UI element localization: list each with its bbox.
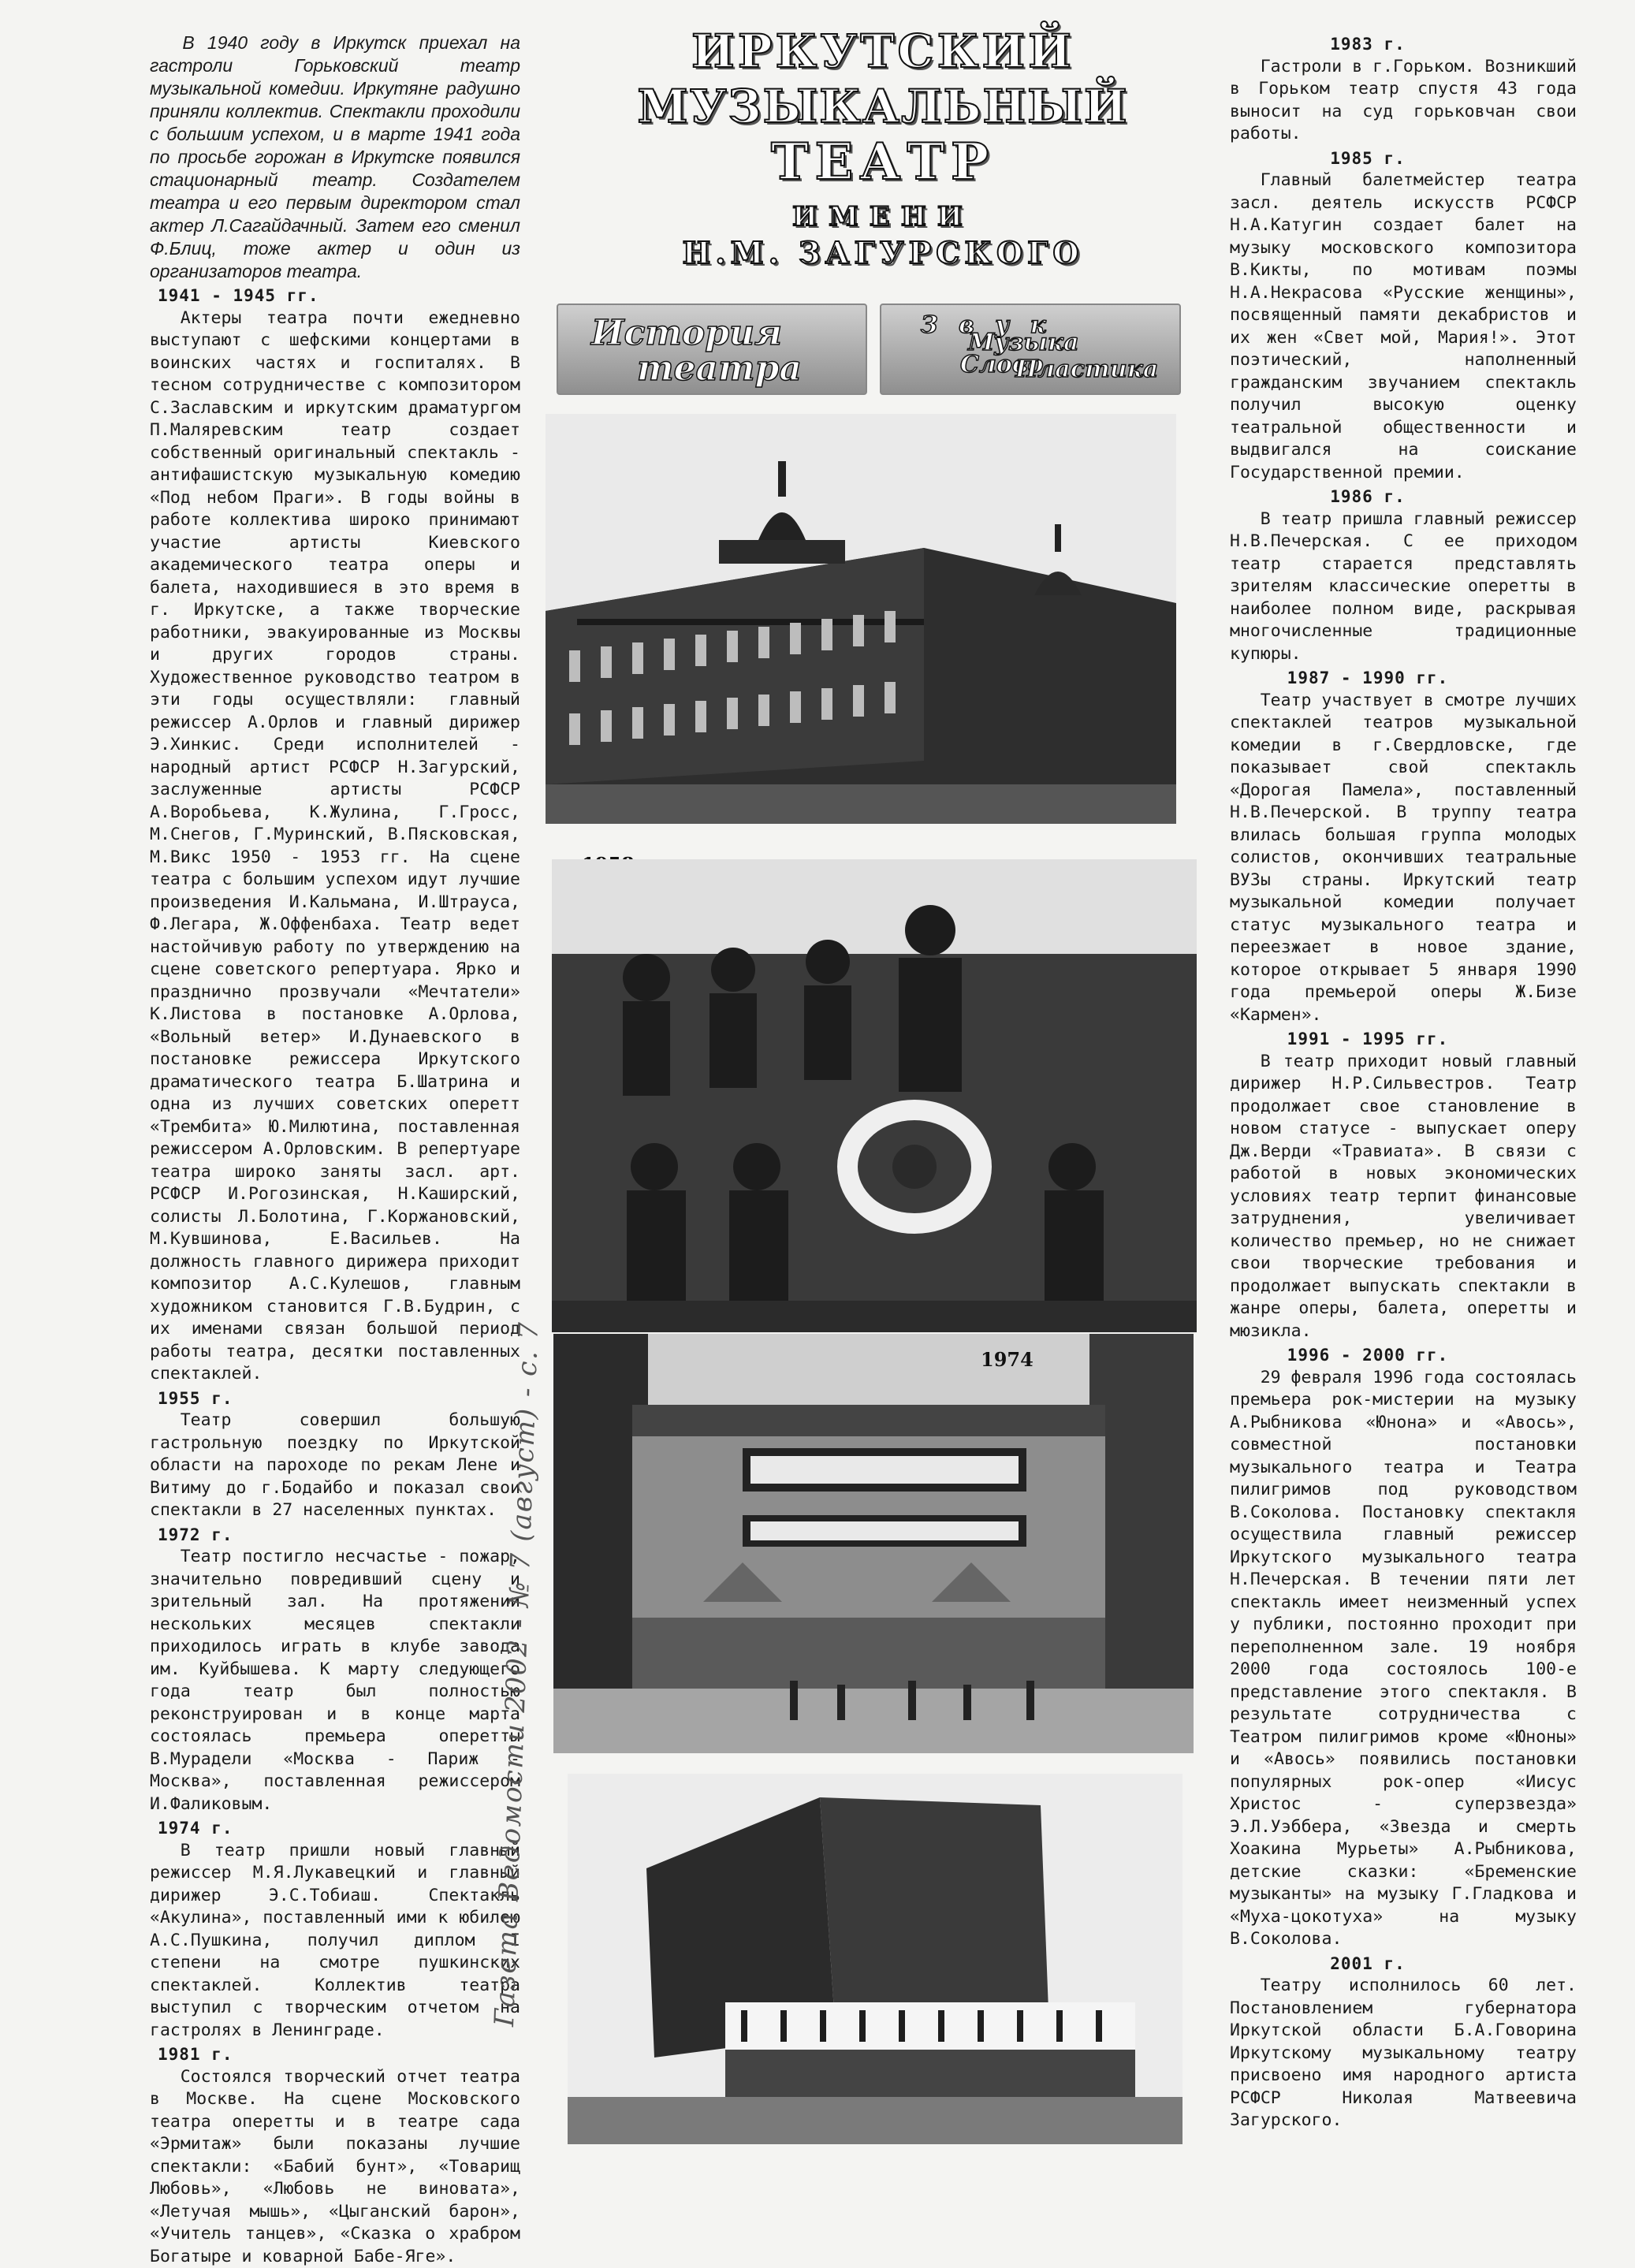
section-heading: 1986 г. (1230, 486, 1506, 508)
section-paragraph: Актеры театра почти ежедневно выступают с шефскими концертами в воинских частях и госпиталях. В тесном сотрудничестве с композитором С.Заславским и иркутским драматургом П.Маляревским театр создает собственный оригинальный спектакль - антифашистскую музыкальную комедию «Под небом Праги». В годы войны в работе коллектива широко принимают участие артисты Киевского академического театра оперы и балета, находившиеся в это время в г. Иркутске, а также творческие работники, эвакуированные из Москвы и других городов страны. Художественное руководство театром в эти годы осуществляли: главный режиссер А.Орлов и главный дирижер Э.Хинкис. Среди исполнителей - народный артист РСФСР Н.Загурский, заслуженные артисты РСФСР А.Воробьева, К.Жулина, Г.Гросс, М.Снегов, Г.Муринский, В.Пясковская, М.Викс 1950 - 1953 гг. На сцене театра с большим успехом идут лучшие произведения И.Кальмана, И.Штрауса, Ф.Легара, Ж.Оффенбаха. Театр ведет настойчивую работу по утверждению на сцене советского репертуара. Ярко и празднично прозвучали «Мечтатели» К.Листова в постановке А.Орлова, «Вольный ветер» И.Дунаевского в постановке режиссера Иркутского драматического театра Б.Шатрина и одна из лучших советских оперетт «Трембита» Ю.Милютина, поставленная режиссером А.Орловским. В репертуаре театра широко заняты засл. арт. РСФСР И.Рогозинская, Н.Каширский, солисты Л.Болотина, Г.Коржановский, М.Кувшинова, Е.Васильев. На должность главного дирижера приходит композитор А.С.Кулешов, главным художником становится Г.В.Будрин, с их именами связан большой период работы театра, десятки поставленных спектаклей. (150, 307, 520, 1386)
photo-theatre-1974 (553, 1334, 1194, 1753)
banner-text: З в у к (921, 311, 1052, 339)
section-paragraph: Театр участвует в смотре лучших спектаклей театров музыкальной комедии в г.Свердловске, где показывает свой спектакль «Дорогая Памела», поставленный Н.В.Печерской. В труппу театра влилась большая группа молодых солистов, окончивших театральные ВУЗы страны. Иркутский театр музыкальной комедии получает статус музыкального театра и переезжает в новое здание, которое открывает 5 января 1990 года премьерой оперы Ж.Бизе «Кармен». (1230, 690, 1577, 1027)
history-banner (557, 304, 867, 395)
photo-year-label: 1974 (981, 1348, 1034, 1371)
sound-banner (880, 304, 1181, 395)
photo-group-1958 (552, 859, 1197, 1332)
banner-text: Музыка (968, 329, 1079, 356)
section-heading: 1955 г. (150, 1387, 520, 1410)
section-heading: 1972 г. (150, 1524, 520, 1547)
intro-paragraph: В 1940 году в Иркутск приехал на гастроли Горьковский театр музыкальной комедии. Иркутяне радушно приняли коллектив. Спектакли проходили с большим успехом, и в марте 1941 года по просьбе горожан в Иркутске появился стационарный театр. Создателем театра и его первым директором стал актер Л.Сагайдачный. Затем его сменил Ф.Блиц, тоже актер и один из организаторов театра. (150, 32, 520, 283)
section-paragraph: Театр постигло несчастье - пожар, значительно повредивший сцену и зрительный зал. На протяжении нескольких месяцев спектакли приходилось играть в клубе завода им. Куйбышева. К марту следующего года театр был полностью реконструирован и в конце марта состоялась премьера оперетты В.Мурадели «Москва - Париж - Москва», поставленная режиссером И.Фаликовым. (150, 1546, 520, 1816)
title-line: ИМЕНИ (552, 199, 1214, 235)
title-line: Н.М. ЗАГУРСКОГО (552, 235, 1214, 271)
section-paragraph: 29 февраля 1996 года состоялась премьера рок-мистерии на музыку А.Рыбникова «Юнона» и «Авось», совместной постановки музыкального театра и Театра пилигримов под руководством В.Соколова. Постановку спектакля осуществила главный режиссер Иркутского музыкального театра Н.Печерская. В течении пяти лет спектакль имеет неизменный успех у публики, постоянно проходит при переполненном зале. 19 ноября 2000 года состоялось 100-е представление этого спектакля. В результате сотрудничества с Театром пилигримов кроме «Юноны» и «Авось» появились постановки популярных рок-опер «Иисус Христос - суперзвезда» Э.Л.Уэббера, «Звезда и смерть Хоакина Мурьеты» А.Рыбникова, детские сказки: «Бременские музыканты» на музыку Г.Гладкова и «Муха-цокотуха» на музыку В.Соколова. (1230, 1367, 1577, 1951)
section-heading: 1941 - 1945 гг. (150, 285, 520, 307)
section-paragraph: В театр пришла главный режиссер Н.В.Печерская. С ее приходом театр старается представлять зрителям классические оперетты в наиболее полном виде, раскрывая многочисленные традиционные купюры. (1230, 508, 1577, 666)
right-column (1230, 32, 1577, 2132)
photo-old-theatre-building (546, 414, 1176, 824)
section-heading: 1996 - 2000 гг. (1230, 1344, 1506, 1367)
left-column (150, 32, 520, 2268)
section-heading: 2001 г. (1230, 1953, 1506, 1976)
section-heading: 1983 г. (1230, 33, 1506, 56)
section-heading: 1974 г. (150, 1817, 520, 1840)
title-line: ИРКУТСКИЙ (552, 24, 1214, 79)
section-paragraph: Театр совершил большую гастрольную поездку по Иркутской области на пароходе по рекам Лене и Витиму до г.Бодайбо и показал свои спектакли в 27 населенных пунктах. (150, 1410, 520, 1522)
section-heading: 1985 г. (1230, 147, 1506, 170)
section-paragraph: Главный балетмейстер театра засл. деятель искусств РСФСР Н.А.Катугин создает балет на музыку московского композитора В.Кикты, по мотивам поэмы Н.А.Некрасова «Русские женщины», посвященный памяти декабристов и их жен «Свет мой, Мария!». Этот поэтический, наполненный гражданским звучанием спектакль получил высокую оценку театральной общественности и выдвигался на соискание Государственной премии. (1230, 169, 1577, 484)
section-paragraph: Состоялся творческий отчет театра в Москве. На сцене Московского театра оперетты и в театре сада «Эрмитаж» были показаны лучшие спектакли: «Бабий бунт», «Товарищ Любовь», «Любовь не виновата», «Летучая мышь», «Цыганский барон», «Учитель танцев», «Сказка о храбром Богатыре и коварной Бабе-Яге». (150, 2066, 520, 2268)
banner-text: История (591, 313, 782, 353)
masthead-title (552, 24, 1214, 271)
section-heading: 1991 - 1995 гг. (1230, 1028, 1506, 1051)
banner-text: Пластика (1015, 356, 1158, 383)
section-paragraph: В театр пришли новый главный режиссер М.Я.Лукавецкий и главный дирижер Э.С.Тобиаш. Спектакль «Акулина», поставленный ими к юбилею А.С.Пушкина, получил диплом I степени на смотре пушкинских спектаклей. Коллектив театра выступил с творческим отчетом на гастролях в Ленинграде. (150, 1840, 520, 2043)
photo-new-theatre-building (568, 1774, 1182, 2144)
section-paragraph: Театру исполнилось 60 лет. Постановлением губернатора Иркутской области Б.А.Говорина Иркутскому музыкальному театру присвоено имя народного артиста РСФСР Николая Матвеевича Загурского. (1230, 1975, 1577, 2132)
title-line: МУЗЫКАЛЬНЫЙ (552, 79, 1214, 134)
banner-text: Слово (960, 351, 1044, 378)
section-paragraph: Гастроли в г.Горьком. Возникший в Горьком театр спустя 43 года выносит на суд горьковчан свои работы. (1230, 56, 1577, 146)
banner-text: театра (637, 348, 802, 389)
section-heading: 1981 г. (150, 2043, 520, 2066)
section-heading: 1987 - 1990 гг. (1230, 667, 1506, 690)
handwritten-note: Газета Ведомости 2002 - № 7 (август) - с. 7 (489, 1320, 545, 2028)
section-paragraph: В театр приходит новый главный дирижер Н.Р.Сильвестров. Театр продолжает свое становление в новом статусе - выпускает оперу Дж.Верди «Травиата». В связи с работой в новых экономических условиях театр терпит финансовые затруднения, увеличивает количество премьер, но не снижает свои творческие требования и продолжает выпускать спектакли в жанре оперы, балета, оперетты и мюзикла. (1230, 1051, 1577, 1343)
title-line: ТЕАТР (552, 134, 1214, 191)
